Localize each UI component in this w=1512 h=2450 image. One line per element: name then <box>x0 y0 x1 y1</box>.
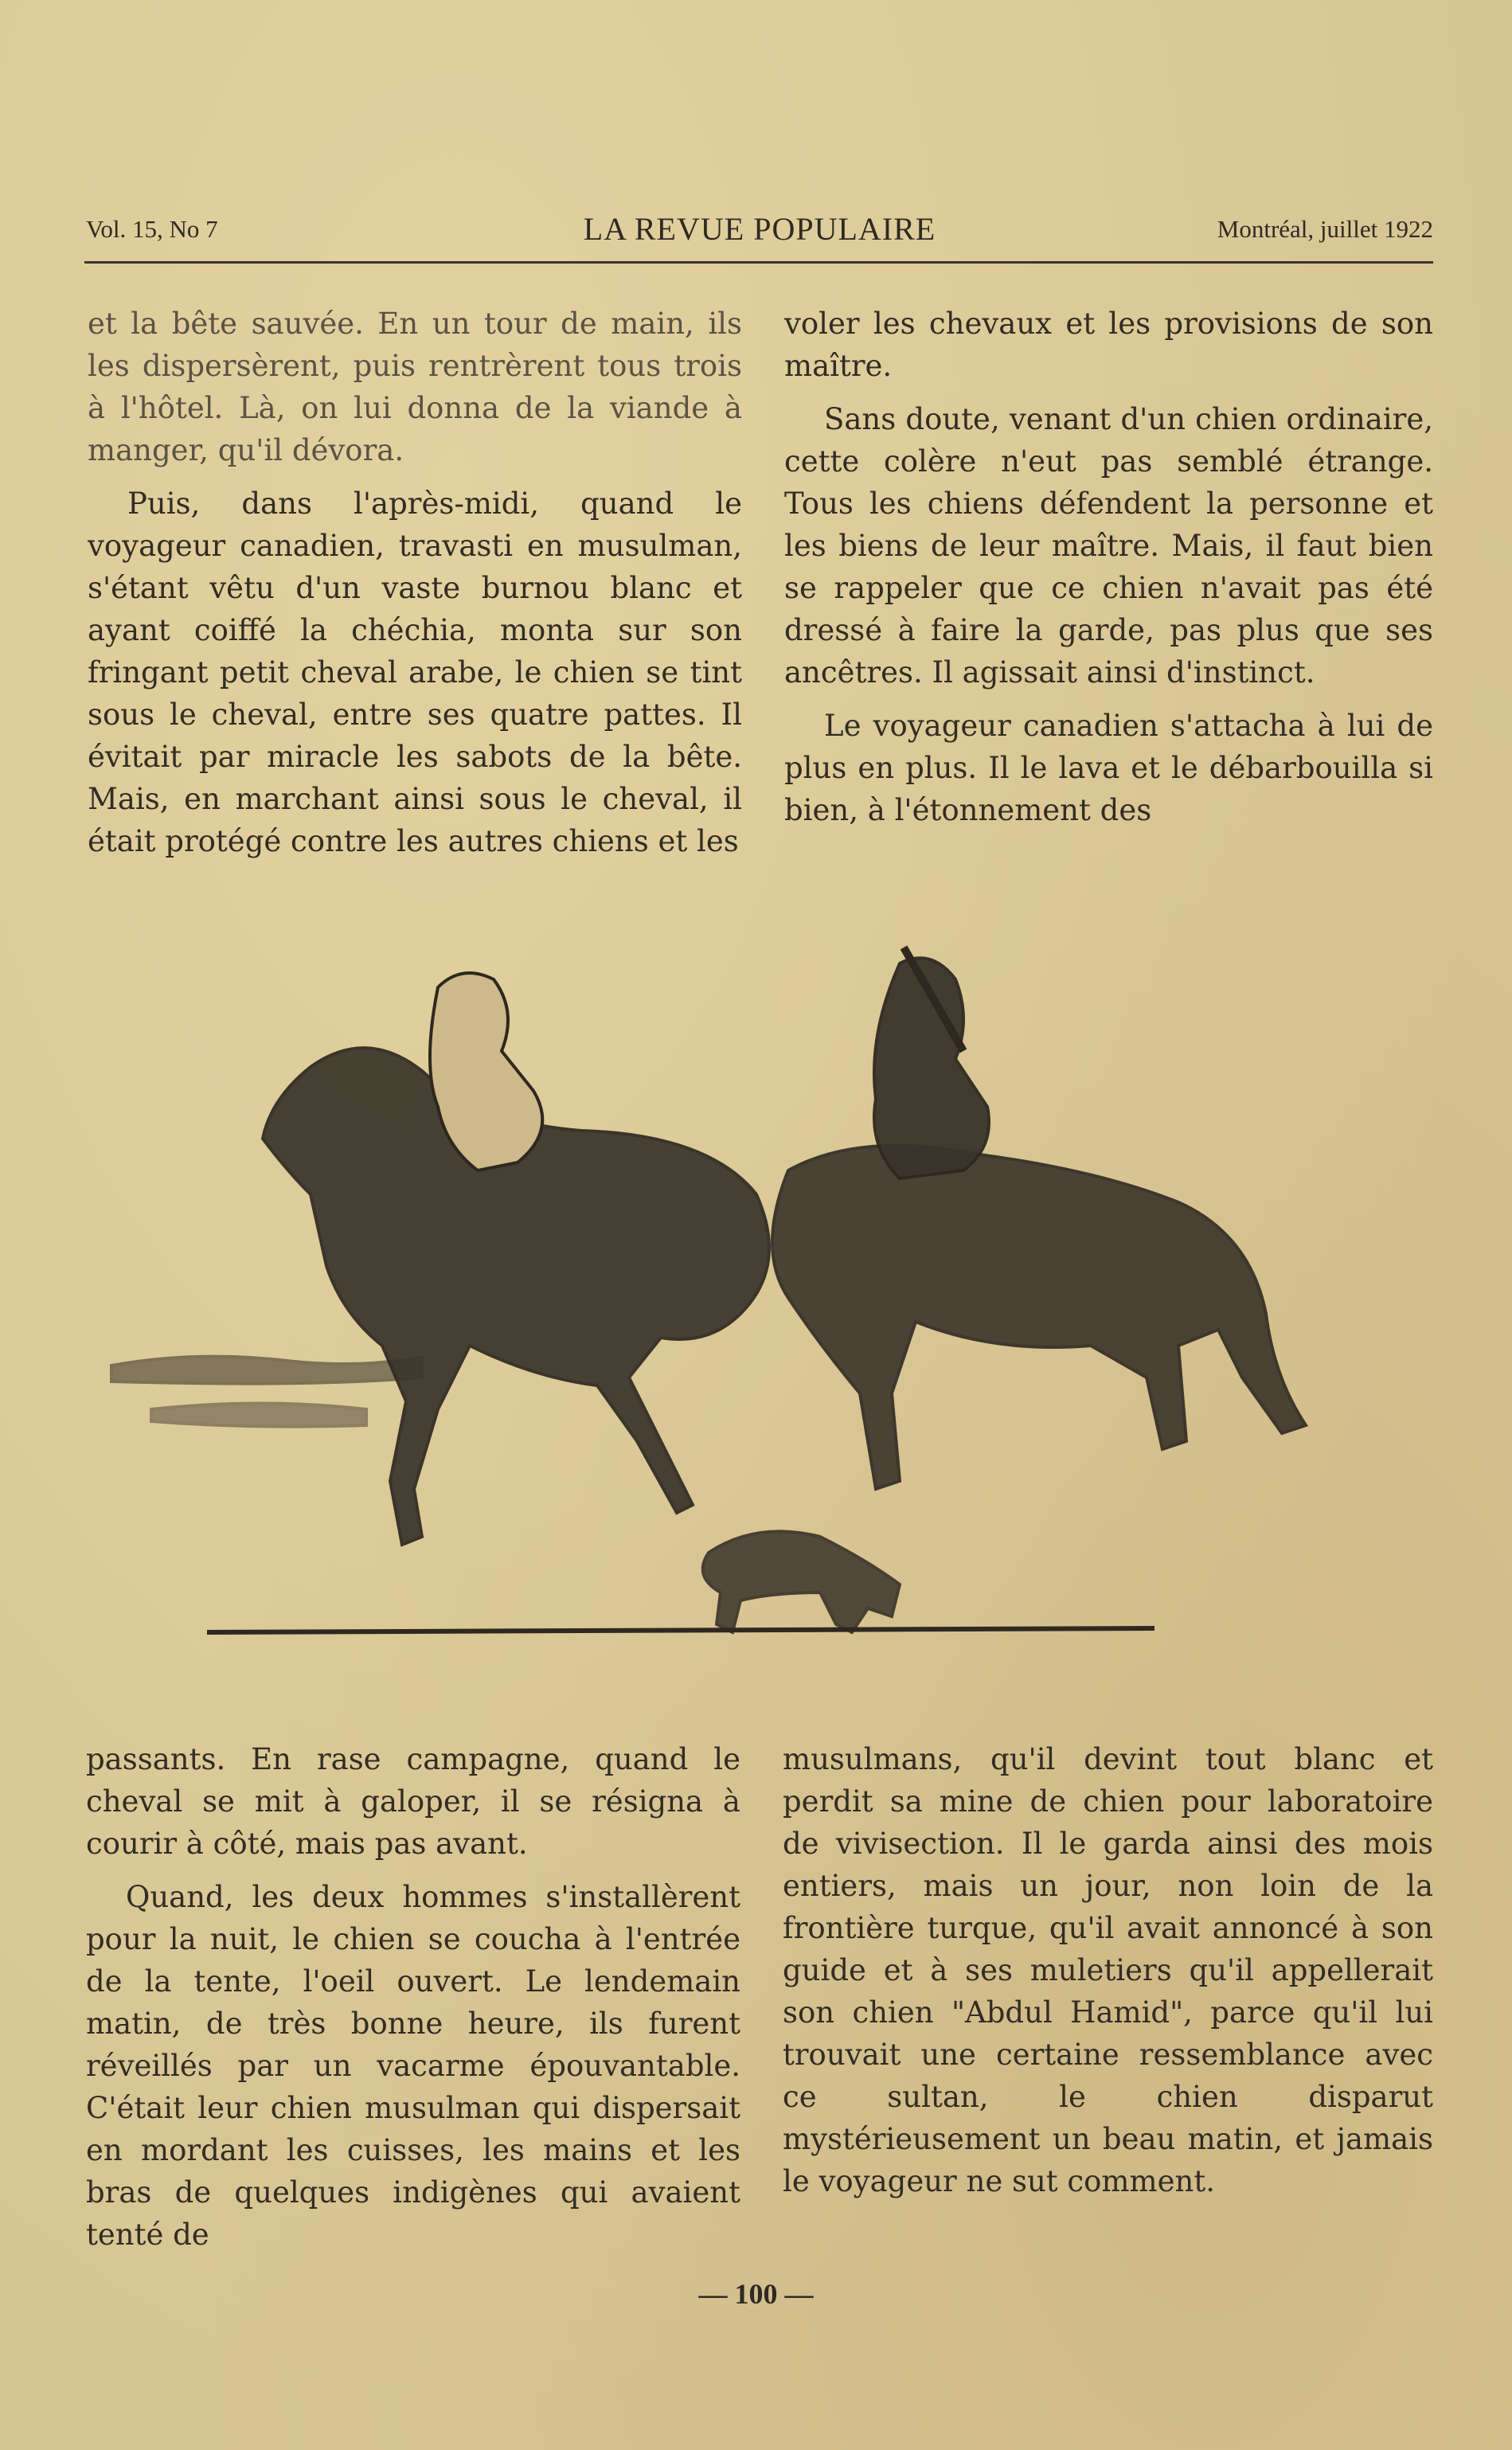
landscape-mid <box>151 1404 366 1427</box>
landscape-left <box>111 1357 422 1384</box>
ground-line <box>207 1628 1155 1632</box>
page-number: — 100 — <box>698 2278 814 2310</box>
issue-date: Montréal, juillet 1922 <box>1217 215 1433 243</box>
dog <box>703 1531 900 1632</box>
journal-title: LA REVUE POPULAIRE <box>583 211 936 247</box>
volume-label: Vol. 15, No 7 <box>86 215 218 243</box>
page-header <box>86 209 1433 248</box>
rear-horse <box>772 1146 1306 1489</box>
paragraph: Quand, les deux hommes s'installèrent pour la nuit, le chien se coucha à l'entrée de la tente, l'oeil ouvert. Le lendemain matin, de très bonne heure, ils furent réveillés par un vacarme épouvantable. C'était leur chien musulman qui dispersait en mordant les cuisses, les mains et les bras de quelques indigènes qui avaient tenté de <box>86 1880 740 2252</box>
paragraph: voler les chevaux et les provisions de son maître. <box>784 307 1433 383</box>
header-rule <box>84 261 1433 264</box>
column-top-left <box>88 303 742 862</box>
paragraph: Puis, dans l'après-midi, quand le voyageur canadien, travasti en musulman, s'étant vêtu d'un vaste burnou blanc et ayant coiffé la chéchia, monta sur son fringant petit cheval arabe, le chien se tint sous le cheval, entre ses quatre pattes. Il évitait par miracle les sabots de la bête. Mais, en marchant ainsi sous le cheval, il était protégé contre les autres chiens et les <box>88 486 742 858</box>
column-top-right <box>784 303 1433 831</box>
column-bottom-right <box>783 1738 1433 2202</box>
paragraph: musulmans, qu'il devint tout blanc et perdit sa mine de chien pour laboratoire de vivisection. Il le garda ainsi des mois entiers, mais un jour, non loin de la frontière turque, qu'il avait annoncé à son guide et à ses muletiers qu'il appellerait son chien "Abdul Hamid", parce qu'il lui trouvait une certaine ressemblance avec ce sultan, le chien disparut mystérieusement un beau matin, et jamais le voyageur ne sut comment. <box>783 1742 1433 2198</box>
paragraph: passants. En rase campagne, quand le cheval se mit à galoper, il se résigna à courir à côté, mais pas avant. <box>86 1742 740 1861</box>
paragraph: et la bête sauvée. En un tour de main, ils les dispersèrent, puis rentrèrent tous trois à l'hôtel. Là, on lui donna de la viande à manger, qu'il dévora. <box>88 307 742 467</box>
paragraph: Le voyageur canadien s'attacha à lui de plus en plus. Il le lava et le débarbouilla si bien, à l'étonnement des <box>784 709 1433 827</box>
column-bottom-left <box>86 1738 740 2256</box>
paragraph: Sans doute, venant d'un chien ordinaire, cette colère n'eut pas semblé étrange. Tous les chiens défendent la personne et les biens de leur maître. Mais, il faut bien se rappeler que ce chien n'avait pas été dressé à faire la garde, pas plus que ses ancêtres. Il agissait ainsi d'instinct. <box>784 402 1433 690</box>
illustration-horsemen <box>104 932 1409 1672</box>
